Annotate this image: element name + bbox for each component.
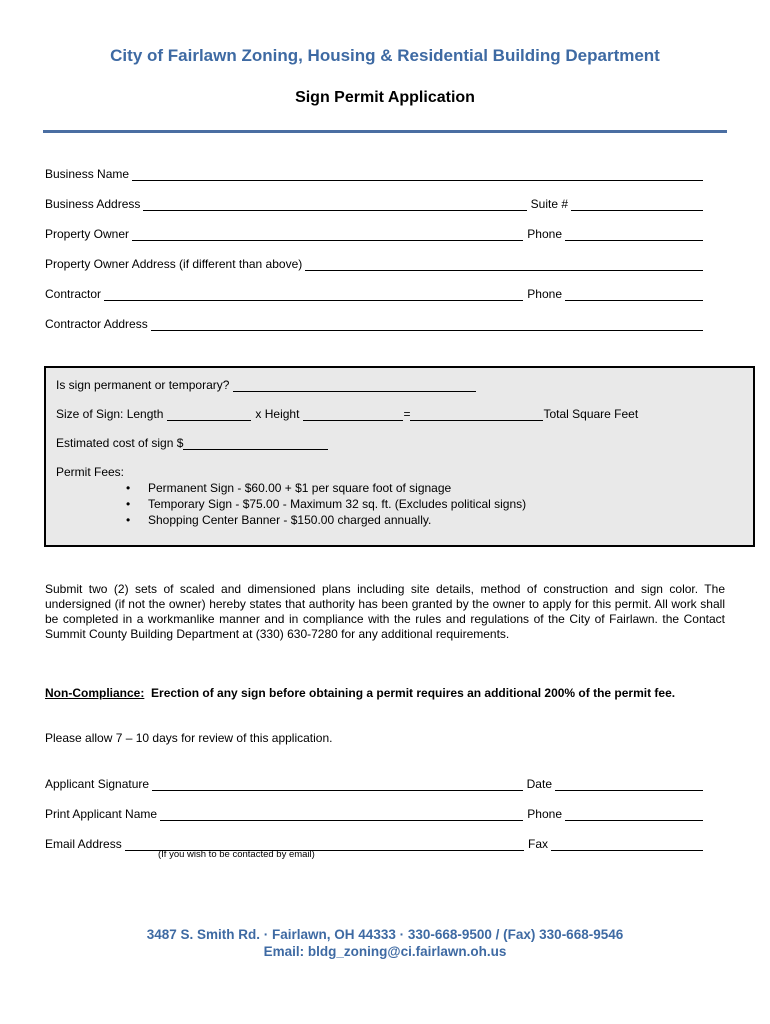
permit-fees-row — [56, 463, 124, 479]
page-title: Sign Permit Application — [295, 89, 475, 106]
permanent-temporary-field[interactable] — [233, 378, 476, 392]
total-square-feet-field[interactable] — [410, 407, 543, 421]
non-compliance-text: Erection of any sign before obtaining a permit requires an additional 200% of the permit fee. — [151, 686, 676, 700]
bullet-icon: • — [126, 481, 131, 495]
applicant-signature-field[interactable] — [152, 777, 523, 791]
bullet-icon: • — [126, 513, 131, 527]
footer-address: 3487 S. Smith Rd. · Fairlawn, OH 44333 · 330-668-9500 / (Fax) 330-668-9546 — [146, 927, 624, 942]
non-compliance-label: Non-Compliance: — [45, 686, 145, 700]
permanent-temporary-label: Is sign permanent or temporary? — [56, 378, 230, 392]
property-owner-address-label: Property Owner Address (if different than above) — [45, 257, 303, 271]
equals-sign: = — [403, 407, 411, 421]
instructions-paragraph: Submit two (2) sets of scaled and dimensioned plans including site details, method of construction and sign color. The undersigned (if not the owner) hereby states that authority has been granted by the owner to apply for this permit. All work shall be completed in a workmanlike manner and in compliance with the rules and regulations of the City of Fairlawn. the Contact Summit County Building Department at (330) 630-7280 for any additional requirements. — [45, 582, 725, 641]
contractor-row — [45, 281, 703, 301]
sign-height-label: x Height — [255, 407, 300, 421]
email-label: Email Address — [45, 837, 122, 851]
owner-phone-field[interactable] — [565, 227, 703, 241]
sign-details-box — [44, 366, 755, 547]
fee-item — [126, 480, 526, 496]
property-owner-field[interactable] — [132, 227, 523, 241]
email-row — [45, 831, 703, 851]
business-name-row — [45, 161, 703, 181]
contractor-address-field[interactable] — [151, 317, 703, 331]
review-time-note: Please allow 7 – 10 days for review of this application. — [45, 731, 333, 745]
fee-item — [126, 496, 526, 512]
property-owner-address-field[interactable] — [305, 257, 703, 271]
owner-phone-label: Phone — [527, 227, 562, 241]
fee-text: Temporary Sign - $75.00 - Maximum 32 sq. ft. (Excludes political signs) — [148, 497, 527, 511]
contractor-phone-field[interactable] — [565, 287, 703, 301]
date-label: Date — [526, 777, 552, 791]
date-field[interactable] — [555, 777, 703, 791]
applicant-signature-row — [45, 771, 703, 791]
applicant-phone-label: Phone — [527, 807, 562, 821]
business-address-field[interactable] — [143, 197, 526, 211]
permanent-temporary-row — [56, 376, 476, 392]
applicant-signature-label: Applicant Signature — [45, 777, 150, 791]
sign-size-row — [56, 405, 638, 421]
fee-item — [126, 512, 526, 528]
contractor-phone-label: Phone — [527, 287, 562, 301]
suite-label: Suite # — [530, 197, 568, 211]
sign-height-field[interactable] — [303, 407, 403, 421]
contractor-label: Contractor — [45, 287, 102, 301]
bullet-icon: • — [126, 497, 131, 511]
fee-text: Permanent Sign - $60.00 + $1 per square foot of signage — [148, 481, 452, 495]
estimated-cost-row — [56, 434, 328, 450]
permit-fees-heading: Permit Fees: — [56, 465, 125, 479]
print-name-row — [45, 801, 703, 821]
sign-length-field[interactable] — [167, 407, 251, 421]
print-name-field[interactable] — [160, 807, 523, 821]
fax-label: Fax — [527, 837, 548, 851]
business-address-row — [45, 191, 703, 211]
business-name-label: Business Name — [45, 167, 130, 181]
property-owner-row — [45, 221, 703, 241]
fax-field[interactable] — [551, 837, 703, 851]
estimated-cost-field[interactable] — [183, 436, 328, 450]
estimated-cost-label: Estimated cost of sign $ — [56, 436, 184, 450]
footer-email[interactable]: Email: bldg_zoning@ci.fairlawn.oh.us — [263, 944, 507, 959]
sign-length-label: Size of Sign: Length — [56, 407, 164, 421]
contractor-field[interactable] — [104, 287, 523, 301]
property-owner-address-row — [45, 251, 703, 271]
total-square-feet-label: Total Square Feet — [543, 407, 639, 421]
print-name-label: Print Applicant Name — [45, 807, 158, 821]
contractor-address-row — [45, 311, 703, 331]
permit-fees-list — [126, 480, 526, 528]
department-title: City of Fairlawn Zoning, Housing & Residential Building Department — [110, 46, 660, 65]
header-divider — [43, 130, 727, 133]
business-address-label: Business Address — [45, 197, 141, 211]
non-compliance-notice — [45, 686, 675, 700]
business-name-field[interactable] — [132, 167, 703, 181]
contractor-address-label: Contractor Address — [45, 317, 148, 331]
fee-text: Shopping Center Banner - $150.00 charged annually. — [148, 513, 432, 527]
property-owner-label: Property Owner — [45, 227, 130, 241]
applicant-phone-field[interactable] — [565, 807, 703, 821]
email-hint: (If you wish to be contacted by email) — [158, 849, 315, 860]
suite-field[interactable] — [571, 197, 703, 211]
